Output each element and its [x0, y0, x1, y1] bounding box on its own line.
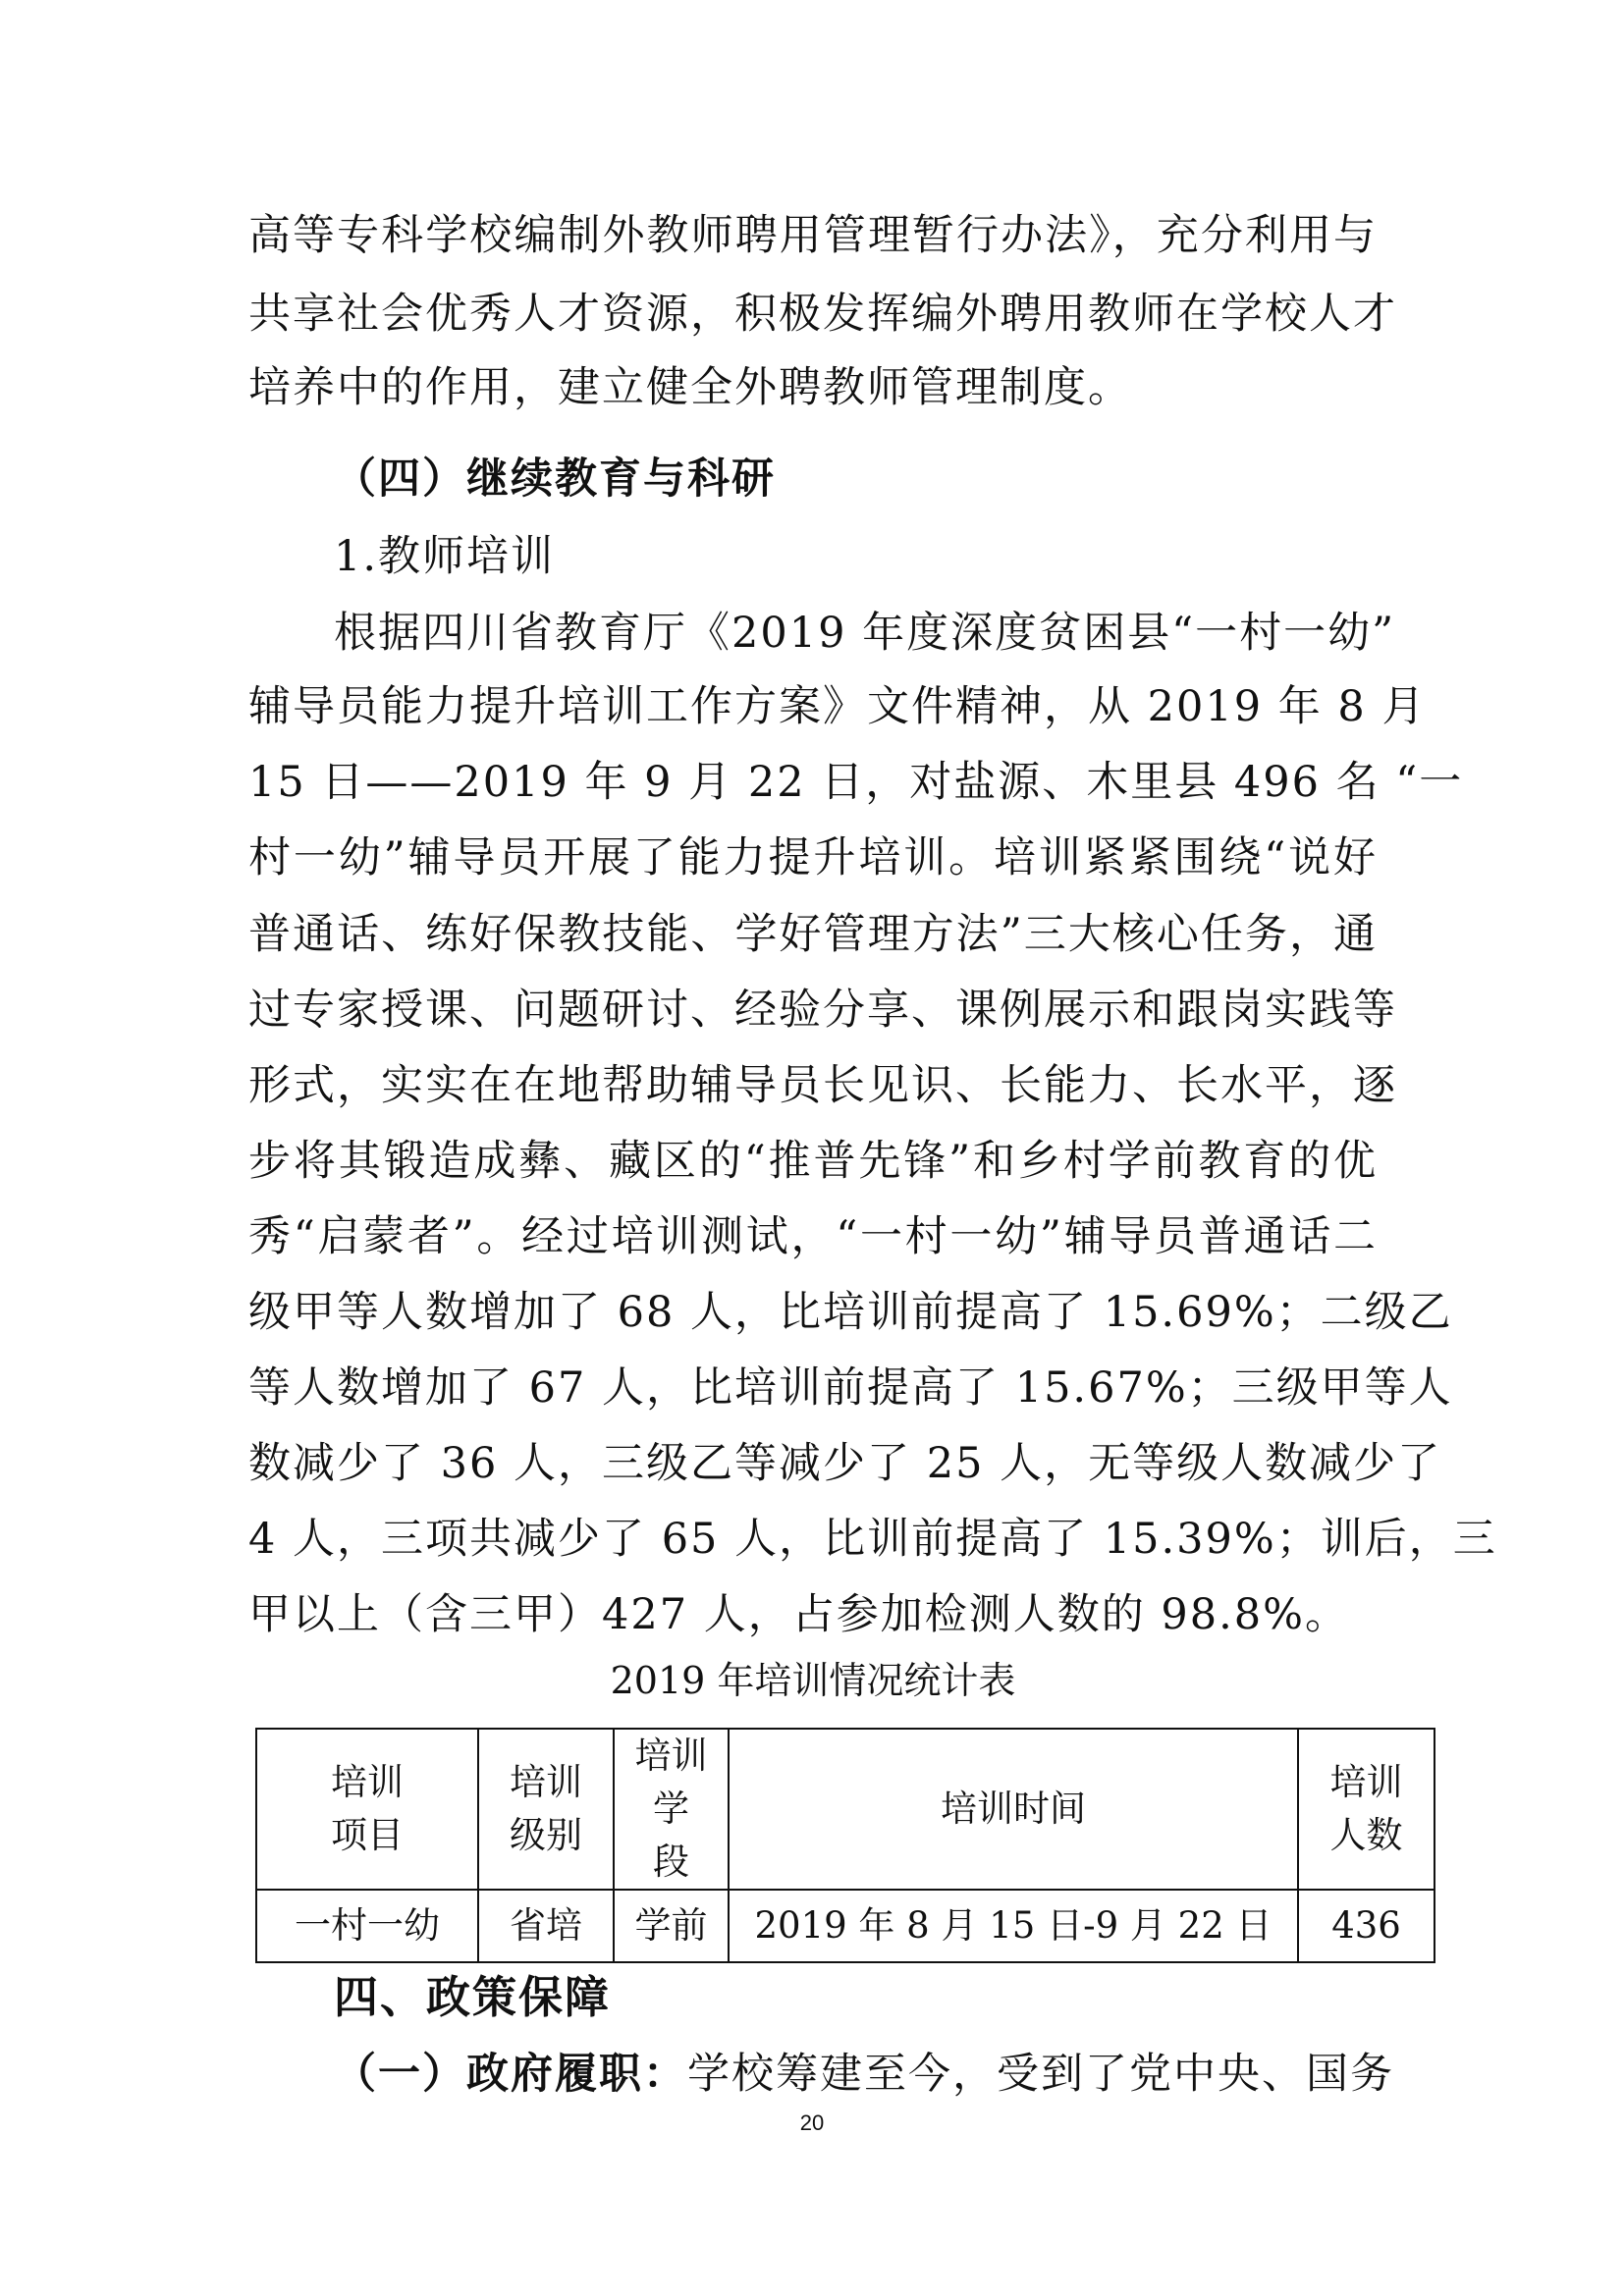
cell-count: 436 — [1298, 1890, 1435, 1962]
page-number: 20 — [799, 2110, 825, 2135]
text-line: 村一幼”辅导员开展了能力提升培训。培训紧紧围绕“说好 — [248, 833, 1378, 882]
text-line: 步将其锻造成彝、藏区的“推普先锋”和乡村学前教育的优 — [248, 1137, 1378, 1186]
header-cell-stage — [614, 1729, 729, 1890]
header-text: 培训学 — [634, 1735, 708, 1830]
text-line: 辅导员能力提升培训工作方案》文件精神，从 2019 年 8 月 — [248, 682, 1427, 731]
header-text: 培训 — [331, 1761, 404, 1803]
text-line: 培养中的作用，建立健全外聘教师管理制度。 — [248, 363, 1132, 412]
text-line: 秀“启蒙者”。经过培训测试，“一村一幼”辅导员普通话二 — [248, 1212, 1378, 1261]
header-cell-project — [256, 1729, 478, 1890]
section-heading: （四）继续教育与科研 — [334, 454, 776, 504]
text-line: 4 人，三项共减少了 65 人，比训前提高了 15.39%；训后，三 — [248, 1515, 1497, 1564]
text-line: 等人数增加了 67 人，比培训前提高了 15.67%；三级甲等人 — [248, 1363, 1453, 1413]
cell-stage: 学前 — [614, 1890, 729, 1962]
cell-time: 2019 年 8 月 15 日-9 月 22 日 — [729, 1890, 1298, 1962]
text-line: 根据四川省教育厅《2019 年度深度贫困县“一村一幼” — [334, 609, 1396, 658]
header-text: 段 — [653, 1841, 689, 1883]
table-row — [256, 1890, 1435, 1962]
text-line: 高等专科学校编制外教师聘用管理暂行办法》，充分利用与 — [248, 211, 1378, 260]
chapter-heading: 四、政策保障 — [334, 1971, 612, 2023]
table-header-row — [256, 1729, 1435, 1890]
header-text: 培训 — [510, 1761, 582, 1803]
header-text: 级别 — [510, 1814, 582, 1856]
text-line: 形式，实实在在地帮助辅导员长见识、长能力、长水平，逐 — [248, 1061, 1397, 1110]
subsection-heading: 1.教师培训 — [334, 532, 556, 581]
text-line: 过专家授课、问题研讨、经验分享、课例展示和跟岗实践等 — [248, 986, 1397, 1035]
training-stats-table — [255, 1728, 1435, 1963]
header-text: 培训时间 — [941, 1788, 1086, 1830]
text-line: 共享社会优秀人才资源，积极发挥编外聘用教师在学校人才 — [248, 290, 1397, 339]
header-cell-level — [478, 1729, 614, 1890]
cell-project: 一村一幼 — [256, 1890, 478, 1962]
bold-lead: （一）政府履职： — [334, 2050, 687, 2099]
text-line — [334, 2035, 1394, 2113]
table-caption: 2019 年培训情况统计表 — [610, 1659, 1016, 1702]
text-line: 甲以上（含三甲）427 人，占参加检测人数的 98.8%。 — [248, 1590, 1350, 1639]
text-run: 学校筹建至今，受到了党中央、国务 — [687, 2050, 1394, 2099]
header-text: 项目 — [331, 1814, 404, 1856]
text-line: 级甲等人数增加了 68 人，比培训前提高了 15.69%；二级乙 — [248, 1288, 1453, 1337]
text-line: 15 日——2019 年 9 月 22 日，对盐源、木里县 496 名 “一 — [248, 758, 1464, 807]
text-line: 普通话、练好保教技能、学好管理方法”三大核心任务，通 — [248, 910, 1378, 959]
cell-level: 省培 — [478, 1890, 614, 1962]
header-cell-time — [729, 1729, 1298, 1890]
header-text: 人数 — [1329, 1814, 1403, 1856]
header-text: 培训 — [1329, 1761, 1403, 1803]
text-line: 数减少了 36 人，三级乙等减少了 25 人，无等级人数减少了 — [248, 1439, 1442, 1488]
header-cell-count — [1298, 1729, 1435, 1890]
